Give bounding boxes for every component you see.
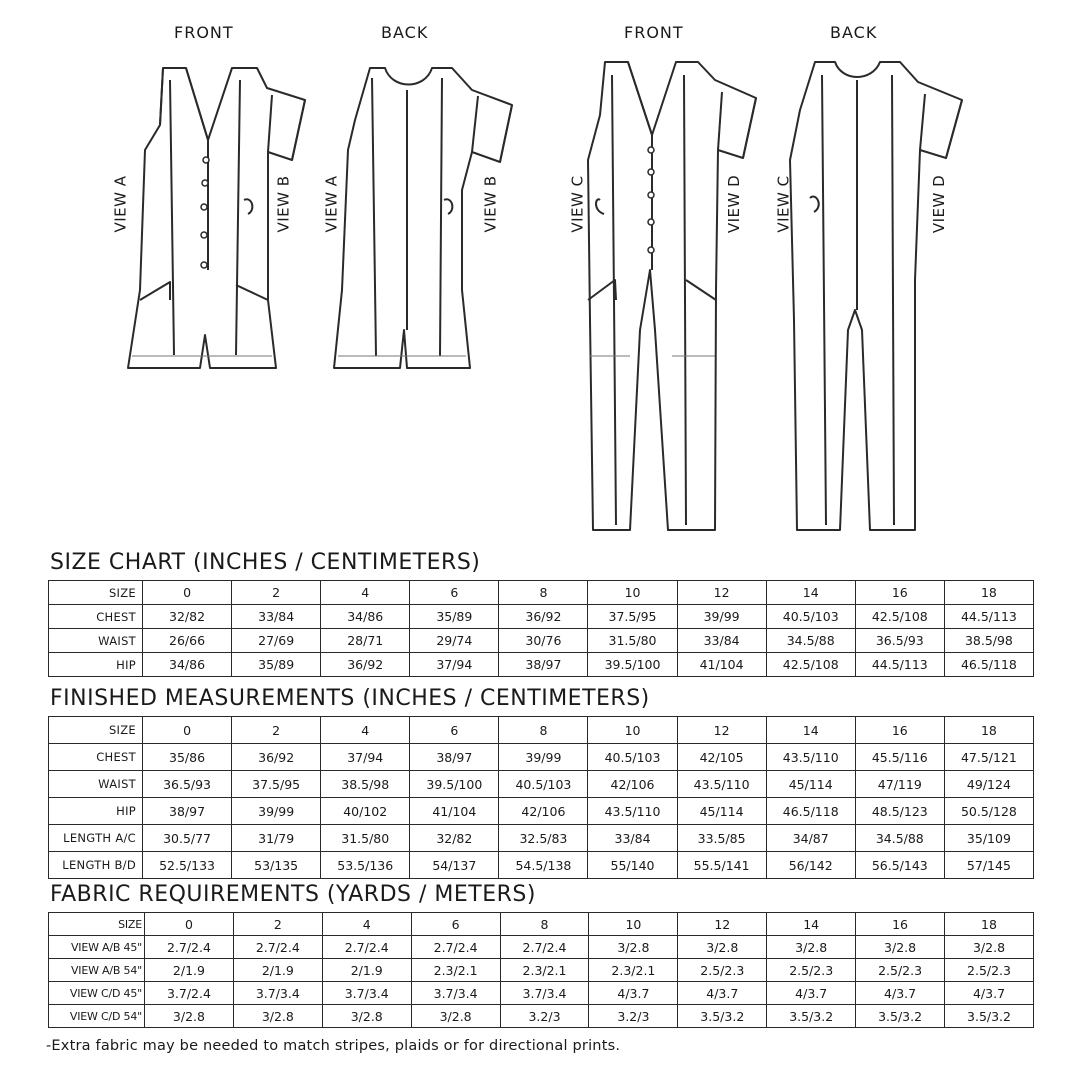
table-row	[49, 605, 1034, 629]
table-cell: 4	[321, 581, 410, 605]
table-cell: 36/92	[232, 744, 321, 771]
view-d-label-front: VIEW D	[725, 174, 744, 234]
table-cell: 4/3.7	[856, 982, 945, 1005]
table-cell: 45/114	[766, 771, 855, 798]
table-cell: 34/86	[321, 605, 410, 629]
table-cell: 37.5/95	[232, 771, 321, 798]
table-row	[49, 982, 1034, 1005]
table-cell: 3/2.8	[411, 1005, 500, 1028]
table-cell: 36.5/93	[855, 629, 944, 653]
row-label: CHEST	[49, 605, 143, 629]
table-cell: 2.5/2.3	[945, 959, 1034, 982]
table-cell: 16	[856, 913, 945, 936]
table-cell: 2.7/2.4	[145, 936, 234, 959]
table-cell: 30.5/77	[143, 825, 232, 852]
table-cell: 41/104	[677, 653, 766, 677]
table-cell: 37.5/95	[588, 605, 677, 629]
table-cell: 12	[677, 581, 766, 605]
view-a-label-back: VIEW A	[322, 175, 341, 233]
table-cell: 42/106	[499, 798, 588, 825]
table-cell: 39.5/100	[410, 771, 499, 798]
table-cell: 8	[499, 717, 588, 744]
header-row	[49, 913, 1034, 936]
table-cell: 57/145	[944, 852, 1033, 879]
table-cell: 3.5/3.2	[856, 1005, 945, 1028]
table-cell: 32/82	[410, 825, 499, 852]
table-cell: 18	[944, 717, 1033, 744]
table-cell: 3.7/2.4	[145, 982, 234, 1005]
table-cell: 3.5/3.2	[678, 1005, 767, 1028]
table-cell: 4/3.7	[589, 982, 678, 1005]
table-cell: 42/105	[677, 744, 766, 771]
table-cell: 4/3.7	[678, 982, 767, 1005]
table-cell: 54.5/138	[499, 852, 588, 879]
view-b-label-front: VIEW B	[274, 175, 293, 233]
row-label: SIZE	[49, 717, 143, 744]
fabric-requirements-title: FABRIC REQUIREMENTS (YARDS / METERS)	[50, 882, 536, 907]
table-cell: 3/2.8	[767, 936, 856, 959]
table-row	[49, 798, 1034, 825]
front-label-long: FRONT	[624, 23, 684, 42]
table-cell: 3.7/3.4	[233, 982, 322, 1005]
table-cell: 3/2.8	[945, 936, 1034, 959]
table-cell: 4/3.7	[945, 982, 1034, 1005]
view-c-label-back: VIEW C	[774, 175, 793, 233]
table-cell: 38.5/98	[944, 629, 1033, 653]
table-cell: 3.7/3.4	[322, 982, 411, 1005]
table-cell: 40/102	[321, 798, 410, 825]
row-label: VIEW C/D 45"	[49, 982, 145, 1005]
row-label: LENGTH B/D	[49, 852, 143, 879]
table-cell: 44.5/113	[944, 605, 1033, 629]
table-cell: 36.5/93	[143, 771, 232, 798]
table-row	[49, 653, 1034, 677]
table-cell: 37/94	[410, 653, 499, 677]
row-label: CHEST	[49, 744, 143, 771]
table-cell: 32/82	[143, 605, 232, 629]
table-cell: 10	[588, 581, 677, 605]
table-cell: 2/1.9	[233, 959, 322, 982]
table-cell: 53.5/136	[321, 852, 410, 879]
table-cell: 40.5/103	[766, 605, 855, 629]
table-cell: 52.5/133	[143, 852, 232, 879]
table-row	[49, 744, 1034, 771]
table-cell: 39/99	[677, 605, 766, 629]
row-label: VIEW A/B 54"	[49, 959, 145, 982]
table-cell: 30/76	[499, 629, 588, 653]
table-cell: 36/92	[321, 653, 410, 677]
table-row	[49, 771, 1034, 798]
table-cell: 41/104	[410, 798, 499, 825]
row-label: HIP	[49, 653, 143, 677]
table-cell: 16	[855, 581, 944, 605]
table-row	[49, 959, 1034, 982]
row-label: SIZE	[49, 913, 145, 936]
table-cell: 4/3.7	[767, 982, 856, 1005]
table-cell: 43.5/110	[588, 798, 677, 825]
table-cell: 54/137	[410, 852, 499, 879]
table-cell: 14	[766, 581, 855, 605]
table-cell: 27/69	[232, 629, 321, 653]
table-cell: 33/84	[677, 629, 766, 653]
table-cell: 34.5/88	[766, 629, 855, 653]
size-chart-table	[48, 580, 1034, 677]
table-cell: 46.5/118	[766, 798, 855, 825]
table-cell: 18	[944, 581, 1033, 605]
table-cell: 39/99	[499, 744, 588, 771]
table-cell: 12	[678, 913, 767, 936]
view-d-label-back: VIEW D	[930, 174, 949, 234]
table-cell: 12	[677, 717, 766, 744]
table-cell: 2.7/2.4	[233, 936, 322, 959]
table-row	[49, 936, 1034, 959]
table-cell: 8	[499, 581, 588, 605]
table-cell: 2.3/2.1	[500, 959, 589, 982]
table-cell: 10	[589, 913, 678, 936]
table-cell: 29/74	[410, 629, 499, 653]
table-cell: 47/119	[855, 771, 944, 798]
table-cell: 38/97	[499, 653, 588, 677]
table-cell: 3/2.8	[145, 1005, 234, 1028]
table-cell: 2.7/2.4	[411, 936, 500, 959]
row-label: VIEW C/D 54"	[49, 1005, 145, 1028]
table-cell: 0	[143, 581, 232, 605]
table-cell: 38/97	[143, 798, 232, 825]
table-cell: 2/1.9	[322, 959, 411, 982]
table-cell: 26/66	[143, 629, 232, 653]
table-cell: 10	[588, 717, 677, 744]
row-label: LENGTH A/C	[49, 825, 143, 852]
table-cell: 39.5/100	[588, 653, 677, 677]
table-cell: 47.5/121	[944, 744, 1033, 771]
header-row	[49, 581, 1034, 605]
table-cell: 36/92	[499, 605, 588, 629]
table-cell: 34/87	[766, 825, 855, 852]
table-row	[49, 852, 1034, 879]
table-cell: 2	[232, 717, 321, 744]
finished-measurements-table	[48, 716, 1034, 879]
table-cell: 46.5/118	[944, 653, 1033, 677]
table-cell: 48.5/123	[855, 798, 944, 825]
view-a-label-front: VIEW A	[111, 175, 130, 233]
fabric-requirements-table	[48, 912, 1034, 1028]
table-cell: 3.5/3.2	[767, 1005, 856, 1028]
table-cell: 31/79	[232, 825, 321, 852]
table-cell: 18	[945, 913, 1034, 936]
table-cell: 35/89	[232, 653, 321, 677]
table-cell: 40.5/103	[588, 744, 677, 771]
table-cell: 42.5/108	[766, 653, 855, 677]
table-cell: 43.5/110	[766, 744, 855, 771]
table-cell: 2	[233, 913, 322, 936]
row-label: VIEW A/B 45"	[49, 936, 145, 959]
table-cell: 43.5/110	[677, 771, 766, 798]
finished-measurements-title: FINISHED MEASUREMENTS (INCHES / CENTIMETERS)	[50, 686, 650, 711]
table-cell: 40.5/103	[499, 771, 588, 798]
table-cell: 53/135	[232, 852, 321, 879]
table-cell: 45.5/116	[855, 744, 944, 771]
table-cell: 45/114	[677, 798, 766, 825]
table-cell: 6	[410, 581, 499, 605]
table-cell: 2.7/2.4	[500, 936, 589, 959]
table-cell: 35/86	[143, 744, 232, 771]
table-cell: 56.5/143	[855, 852, 944, 879]
jumpsuit-back-drawing	[790, 62, 962, 530]
table-cell: 2.3/2.1	[411, 959, 500, 982]
table-row	[49, 629, 1034, 653]
table-cell: 32.5/83	[499, 825, 588, 852]
table-cell: 0	[145, 913, 234, 936]
footnote: -Extra fabric may be needed to match stripes, plaids or for directional prints.	[46, 1038, 621, 1054]
table-cell: 2.5/2.3	[678, 959, 767, 982]
table-cell: 42/106	[588, 771, 677, 798]
size-chart-title: SIZE CHART (INCHES / CENTIMETERS)	[50, 550, 481, 575]
view-b-label-back: VIEW B	[481, 175, 500, 233]
table-cell: 34/86	[143, 653, 232, 677]
table-cell: 6	[410, 717, 499, 744]
table-cell: 33.5/85	[677, 825, 766, 852]
table-cell: 3.2/3	[500, 1005, 589, 1028]
table-cell: 0	[143, 717, 232, 744]
table-cell: 3/2.8	[678, 936, 767, 959]
back-label-short: BACK	[381, 23, 429, 42]
table-cell: 39/99	[232, 798, 321, 825]
table-cell: 38.5/98	[321, 771, 410, 798]
table-cell: 42.5/108	[855, 605, 944, 629]
table-cell: 3/2.8	[233, 1005, 322, 1028]
row-label: SIZE	[49, 581, 143, 605]
table-cell: 16	[855, 717, 944, 744]
table-cell: 2	[232, 581, 321, 605]
table-cell: 31.5/80	[321, 825, 410, 852]
table-cell: 6	[411, 913, 500, 936]
view-c-label-front: VIEW C	[568, 175, 587, 233]
table-cell: 3.5/3.2	[945, 1005, 1034, 1028]
table-cell: 14	[767, 913, 856, 936]
table-cell: 34.5/88	[855, 825, 944, 852]
table-row	[49, 825, 1034, 852]
table-cell: 28/71	[321, 629, 410, 653]
table-cell: 4	[321, 717, 410, 744]
table-cell: 14	[766, 717, 855, 744]
table-cell: 2.5/2.3	[856, 959, 945, 982]
table-cell: 3/2.8	[322, 1005, 411, 1028]
row-label: HIP	[49, 798, 143, 825]
table-cell: 4	[322, 913, 411, 936]
table-cell: 2/1.9	[145, 959, 234, 982]
table-cell: 2.5/2.3	[767, 959, 856, 982]
table-cell: 31.5/80	[588, 629, 677, 653]
table-cell: 56/142	[766, 852, 855, 879]
table-cell: 50.5/128	[944, 798, 1033, 825]
table-cell: 55.5/141	[677, 852, 766, 879]
table-cell: 35/109	[944, 825, 1033, 852]
row-label: WAIST	[49, 771, 143, 798]
table-cell: 44.5/113	[855, 653, 944, 677]
table-cell: 3.7/3.4	[411, 982, 500, 1005]
table-cell: 3/2.8	[856, 936, 945, 959]
table-cell: 38/97	[410, 744, 499, 771]
jumpsuit-front-drawing	[588, 62, 756, 530]
table-cell: 2.3/2.1	[589, 959, 678, 982]
back-label-long: BACK	[830, 23, 878, 42]
table-row	[49, 1005, 1034, 1028]
table-cell: 33/84	[588, 825, 677, 852]
table-cell: 3.2/3	[589, 1005, 678, 1028]
table-cell: 3.7/3.4	[500, 982, 589, 1005]
front-label-short: FRONT	[174, 23, 234, 42]
table-cell: 55/140	[588, 852, 677, 879]
table-cell: 35/89	[410, 605, 499, 629]
table-cell: 8	[500, 913, 589, 936]
table-cell: 49/124	[944, 771, 1033, 798]
row-label: WAIST	[49, 629, 143, 653]
table-cell: 2.7/2.4	[322, 936, 411, 959]
header-row	[49, 717, 1034, 744]
table-cell: 33/84	[232, 605, 321, 629]
table-cell: 3/2.8	[589, 936, 678, 959]
table-cell: 37/94	[321, 744, 410, 771]
